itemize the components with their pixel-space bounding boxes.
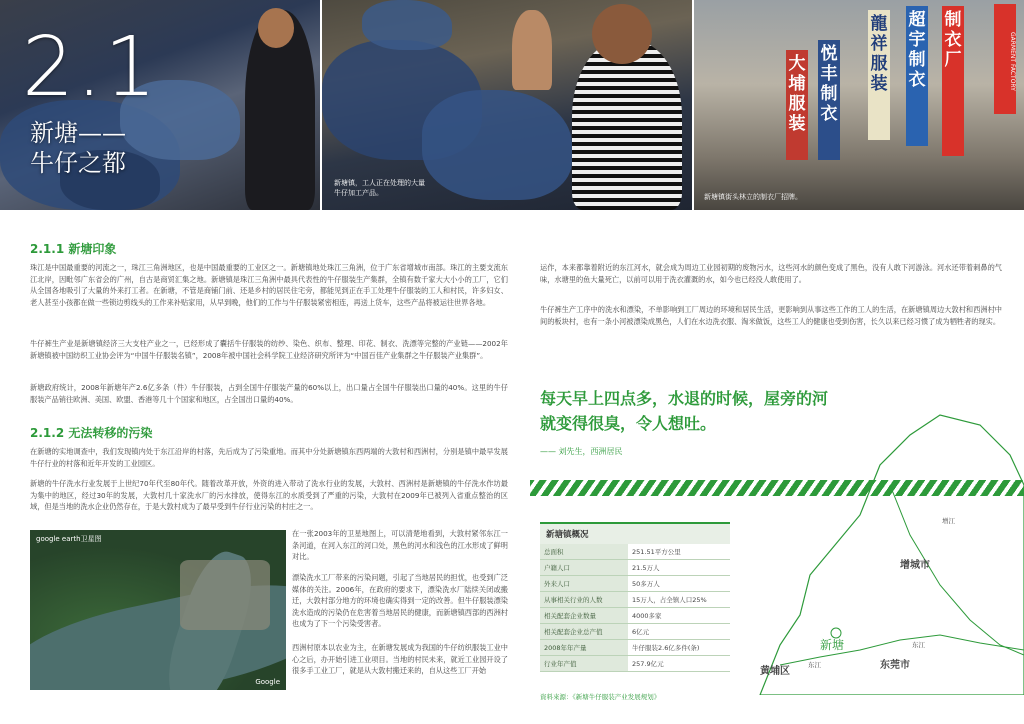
table-value: 6亿元 [628, 624, 730, 640]
table-row [540, 544, 730, 560]
table-row [540, 624, 730, 640]
table-key: 相关配套企业数量 [540, 608, 628, 624]
google-logo: Google [255, 678, 280, 686]
heading-impression: 2.1.1 新塘印象 [30, 242, 117, 256]
photo-caption: 新塘镇街头林立的制衣厂招牌。 [704, 193, 802, 201]
table-key: 户籍人口 [540, 560, 628, 576]
table-key: 行业年产值 [540, 656, 628, 672]
paragraph: 新塘政府统计，2008年新塘年产2.6亿多条（件）牛仔服装，占到全国牛仔服装产量的60%以上，出口量占全国牛仔服装出口量的40%。这里的牛仔服装产品销往欧洲、美国、欧盟、香港等几十个国家和地区，占全国出口量的40%。 [30, 383, 508, 404]
jeans-pile [422, 90, 572, 200]
table-value: 50多万人 [628, 576, 730, 592]
table-title: 新塘镇概况 [540, 522, 730, 544]
paragraph: 牛仔裤生产业是新塘镇经济三大支柱产业之一，已经形成了囊括牛仔服装的纺纱、染色、织布、整理、印花、制衣、洗漂等完整的产业链——2002年新塘镇被中国纺织工业协会评为“中国牛仔服装名镇”，2008年被中国社会科学院工业经济研究所评为“中国百佳产业集群之牛仔服装产业集群”。 [30, 339, 508, 360]
paragraph: 在一张2003年的卫星地图上，可以清楚地看到，大敦村紧邻东江一条河道，在河入东江的河口处，黑色的河水和浅色的江水形成了鲜明对比。 [292, 529, 508, 561]
worker-figure [572, 40, 682, 210]
table-row [540, 656, 730, 672]
paragraph: 漂染洗水工厂带来的污染问题，引起了当地居民的担忧，也受到广泛媒体的关注。2006年，在政府的要求下，漂染洗水厂陆续关闭或搬迁，大敦村部分地方的环境也确实得到一定的改善。但牛仔服装漂染洗水造成的污染仍在危害着当地居民的健康，而新塘镇西部的西洲村也成为了下一个污染受害者。 [292, 573, 508, 628]
table-value: 4000多家 [628, 608, 730, 624]
paragraph: 牛仔裤生产工序中的洗水和漂染，不单影响到工厂周边的环境和居民生活，更影响到从事这些工作的工人的生活，在新塘镇周边大敦村和西洲村中间的板块村，也有一条小河被漂染成黑色，人们在水边洗衣服、淘米做饭，这些工人的健康也受到伤害，长久以来已经习惯了成为牺牲者的现实。 [540, 305, 1002, 326]
table-value: 15万人，占全镇人口25% [628, 592, 730, 608]
section-number: 2.1 [22, 20, 159, 115]
photo-street-signs [694, 0, 1024, 210]
table-value: 牛仔服装2.6亿多件(条) [628, 640, 730, 656]
sign-text: 龍 祥 服 装 [870, 14, 888, 94]
heading-pollution: 2.1.2 无法转移的污染 [30, 426, 153, 440]
map-label-zengcheng: 增城市 [900, 560, 930, 571]
map-label-river: 东江 [912, 641, 925, 649]
sign-text: 超 宇 制 衣 [908, 10, 926, 90]
table-row [540, 560, 730, 576]
photo-workers [322, 0, 692, 210]
worker-head [258, 8, 294, 48]
sign-factory [942, 6, 964, 156]
table-row [540, 576, 730, 592]
pull-quote: 每天早上四点多，水退的时候，屋旁的河就变得很臭，令人想吐。 [540, 389, 829, 433]
sign-text: 大 埔 服 装 [788, 54, 806, 134]
map-label-huangpu: 黄埔区 [760, 666, 790, 677]
table-key: 外来人口 [540, 576, 628, 592]
table-key: 总面积 [540, 544, 628, 560]
table-value: 251.51平方公里 [628, 544, 730, 560]
section-title [30, 118, 126, 178]
facts-table [540, 522, 730, 672]
jeans-pile [362, 0, 452, 50]
paragraph: 珠江是中国最重要的河流之一，珠江三角洲地区，也是中国最重要的工业区之一。新塘镇地处珠江三角洲，位于广东省增城市南部。珠江的主要支流东江北岸，因毗邻广东省会的广州，自古是商贸汇集之地。新塘镇是珠江三角洲中最具代表性的牛仔服装生产集群，全镇有数千家大大小小的工厂，它们从全国各地吸引了大量的外来打工者。在新塘，不管是商铺门前、还是乡村的居民住宅旁，都能见到正在手工处理牛仔服装的工人和村民，许多妇女、老人甚至小孩都在做一些锁边剪线头的工作来补贴家用，从早到晚，他们的工作与牛仔服装紧密相连，再送上货车，这些产品将被运往世界各地。 [30, 263, 508, 307]
table-row [540, 640, 730, 656]
table-key: 2008年年产量 [540, 640, 628, 656]
image-label: google earth卫星图 [36, 535, 102, 543]
sign-chaoyu [906, 6, 928, 146]
source-note: 資料來源：《新塘牛仔服装产业发展规划》 [540, 693, 661, 701]
table-value: 257.9亿元 [628, 656, 730, 672]
table-key: 相关配套企业总产值 [540, 624, 628, 640]
town-area [180, 560, 270, 630]
sign-dapu [786, 50, 808, 160]
boundary-zengcheng [760, 415, 1024, 695]
paragraph: 新塘的牛仔洗水行业发展于上世纪70年代至80年代。随着改革开放，外资的进入带动了洗水行业的发展，大敦村、西洲村是新塘镇的牛仔洗水作坊最为集中的地区，经过30年的发展，大敦村几十家洗水厂的污水排放，使得东江的水质受到了严重的污染，大敦村在2009年已被列入省重点整治的区域，但是当地的洗水企业仍然存在，于是大敦村成为了最早受到牛仔行业污染的村庄之一。 [30, 479, 508, 511]
table-row [540, 592, 730, 608]
worker-figure [512, 10, 552, 90]
map-label-dongguan: 东莞市 [880, 660, 910, 671]
table-row [540, 608, 730, 624]
title-line: 牛仔之都 [30, 149, 126, 177]
sign-yuefeng [818, 40, 840, 160]
photo-caption: 新塘镇，工人正在处理的大量 牛仔加工产品。 [334, 179, 425, 197]
sign-text: 制 衣 厂 [944, 10, 962, 70]
table-key: 从事相关行业的人数 [540, 592, 628, 608]
map-label-river: 增江 [942, 517, 955, 525]
sign-longxiang [868, 10, 890, 140]
paragraph: 运作，本来都靠着附近的东江河水，就会成为周边工业园初期的废物污水，这些河水的颜色变成了黑色，没有人敢下河游泳。河水还带着刺鼻的气味，水塘里的鱼大量死亡，以前可以用于洗衣灌溉的水，如今也已经没人敢使用了。 [540, 263, 1002, 284]
map-label-xintang: 新塘 [820, 638, 845, 652]
table-value: 21.5万人 [628, 560, 730, 576]
sign-garment-factory: GARMENT FACTORY [994, 4, 1016, 114]
sign-text: 悦 丰 制 衣 [820, 44, 838, 124]
quote-source: —— 刘先生，西洲居民 [540, 447, 623, 456]
region-map [740, 395, 1024, 695]
map-label-river: 东江 [808, 661, 821, 669]
paragraph: 西洲村原本以农业为主，在新塘发展成为我国的牛仔纺织服装工业中心之后，办开始引进工业项目。当地的村民未来，就近工业园开设了很多手工业工厂，就是从大敦村搬迁来的，自从这些工厂开始 [292, 643, 508, 675]
title-line: 新塘—— [30, 119, 126, 147]
satellite-map-image [30, 530, 286, 690]
worker-head [592, 4, 652, 64]
paragraph: 在新塘的实地调查中，我们发现镇内处于东江沿岸的村落，先后成为了污染重地。而其中分处新塘镇东西两端的大敦村和西洲村，分别是镇中最早发展牛仔行业的村落和近年开发的工业园区。 [30, 447, 508, 468]
